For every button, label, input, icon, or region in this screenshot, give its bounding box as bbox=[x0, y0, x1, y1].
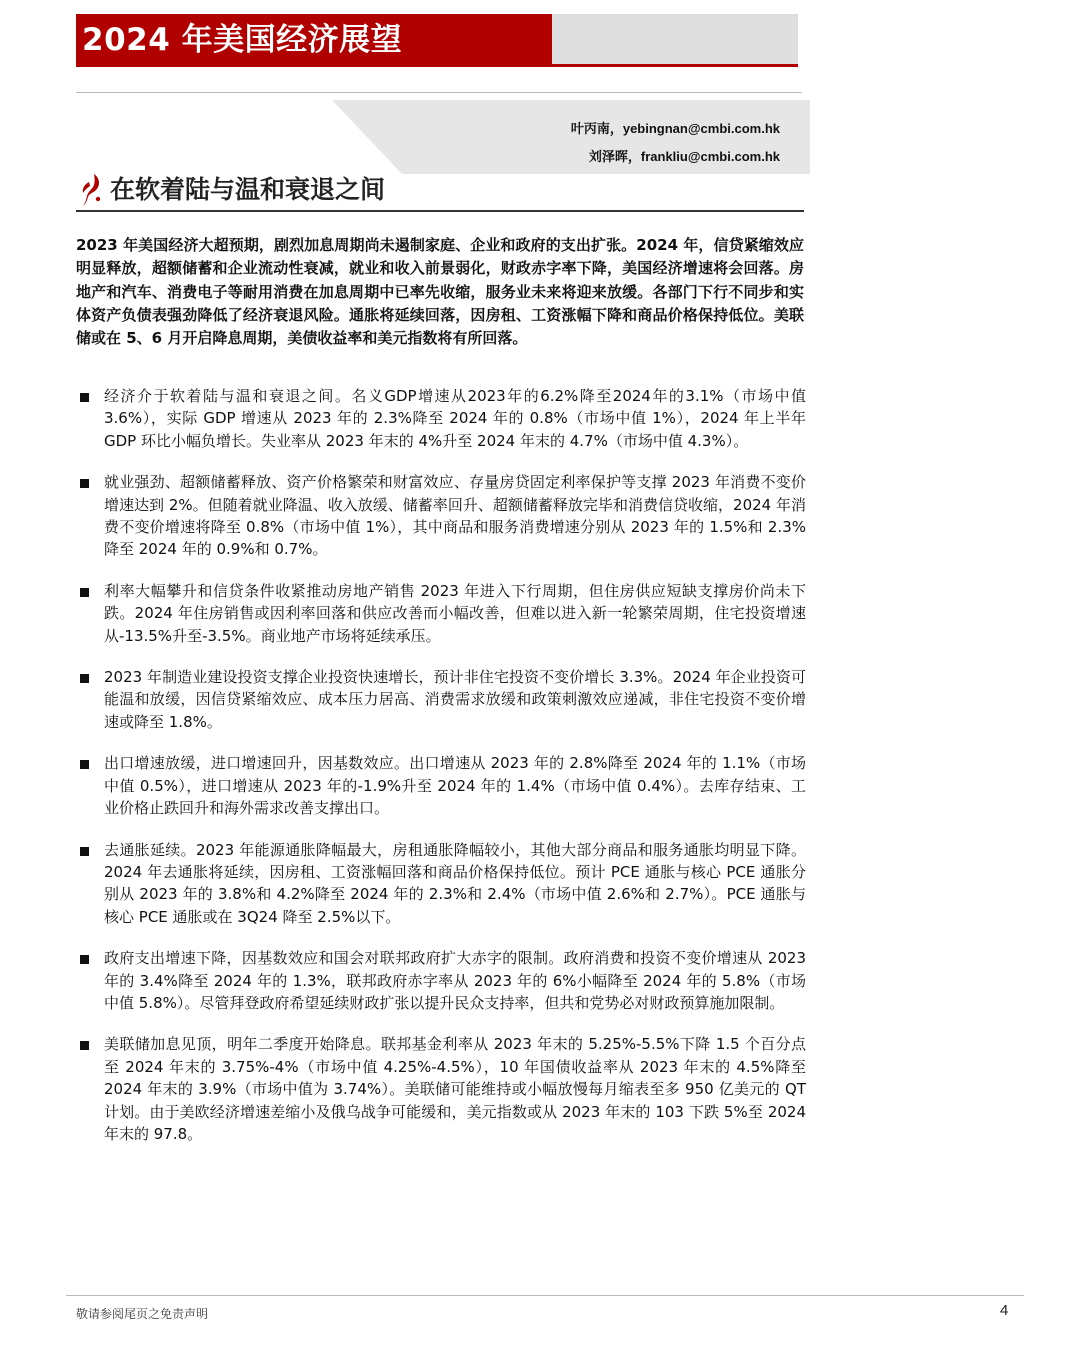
bullet-text: 就业强劲、超额储蓄释放、资产价格繁荣和财富效应、存量房贷固定利率保护等支撑 2023 年消费不变价增速达到 2%。但随着就业降温、收入放缓、储蓄率回升、超额储蓄释放完毕和消费信贷收缩，2024 年消费不变价增速将降至 0.8%（市场中值 1%），其中商品和服务消费增速分别从 2023 年的 1.5%和 2.3%降至 2024 年的 0.9%和 0.7%。 bbox=[104, 473, 806, 559]
header-banner-underline bbox=[76, 64, 798, 67]
page-number: 4 bbox=[1000, 1302, 1009, 1319]
list-item bbox=[76, 666, 806, 733]
list-item bbox=[76, 839, 806, 929]
footer-divider bbox=[66, 1295, 1024, 1296]
list-item bbox=[76, 947, 806, 1014]
disclaimer-note: 敬请参阅尾页之免责声明 bbox=[76, 1307, 209, 1321]
bullet-text: 政府支出增速下降，因基数效应和国会对联邦政府扩大赤字的限制。政府消费和投资不变价增速从 2023 年的 3.4%降至 2024 年的 1.3%，联邦政府赤字率从 2023 年的 6%小幅降至 2024 年的 5.8%（市场中值 5.8%）。尽管拜登政府希望延续财政扩张以提升民众支持率，但共和党势必对财政预算施加限制。 bbox=[104, 949, 806, 1012]
key-points-list bbox=[76, 385, 806, 1145]
section-title: 在软着陆与温和衰退之间 bbox=[110, 175, 386, 204]
square-bullet-icon bbox=[80, 955, 89, 964]
bullet-text: 利率大幅攀升和信贷条件收紧推动房地产销售 2023 年进入下行周期，但住房供应短缺支撑房价尚未下跌。2024 年住房销售或因利率回落和供应改善而小幅改善，但难以进入新一轮繁荣周期，住宅投资增速从-13.5%升至-3.5%。商业地产市场将延续承压。 bbox=[104, 581, 806, 645]
square-bullet-icon bbox=[80, 479, 89, 488]
brush-leaf-icon bbox=[78, 172, 104, 208]
list-item bbox=[76, 471, 806, 561]
list-item bbox=[76, 1033, 806, 1145]
bullet-text: 去通胀延续。2023 年能源通胀降幅最大，房租通胀降幅较小，其他大部分商品和服务通胀均明显下降。2024 年去通胀将延续，因房租、工资涨幅回落和商品价格保持低位。预计 PCE 通胀与核心 PCE 通胀分别从 2023 年的 3.8%和 4.2%降至 2024 年的 2.3%和 2.4%（市场中值 2.6%和 2.7%）。PCE 通胀与核心 PCE 通胀或在 3Q24 降至 2.5%以下。 bbox=[104, 840, 806, 926]
list-item bbox=[76, 580, 806, 647]
square-bullet-icon bbox=[80, 674, 89, 683]
square-bullet-icon bbox=[80, 1041, 89, 1050]
report-title: 2024 年美国经济展望 bbox=[82, 22, 403, 58]
header-banner bbox=[76, 14, 798, 66]
bullet-text: 2023 年制造业建设投资支撑企业投资快速增长，预计非住宅投资不变价增长 3.3%。2024 年企业投资可能温和放缓，因信贷紧缩效应、成本压力居高、消费需求放缓和政策刺激效应递减，非住宅投资不变价增速或降至 1.8%。 bbox=[104, 668, 806, 731]
author-frankliu: 刘泽晖，frankliu@cmbi.com.hk bbox=[588, 149, 780, 164]
bullet-text: 出口增速放缓，进口增速回升，因基数效应。出口增速从 2023 年的 2.8%降至 2024 年的 1.1%（市场中值 0.5%），进口增速从 2023 年的-1.9%升至 2024 年的 1.4%（市场中值 0.4%）。去库存结束、工业价格止跌回升和海外需求改善支撑出口。 bbox=[104, 754, 806, 818]
square-bullet-icon bbox=[80, 847, 89, 856]
header-banner-grey-block bbox=[552, 14, 798, 66]
section-divider bbox=[76, 210, 804, 212]
summary-paragraph: 2023 年美国经济大超预期，剧烈加息周期尚未遏制家庭、企业和政府的支出扩张。2024 年，信贷紧缩效应明显释放，超额储蓄和企业流动性衰减，就业和收入前景弱化，财政赤字率下降，美国经济增速将会回落。房地产和汽车、消费电子等耐用消费在加息周期中已率先收缩，服务业未来将迎来放缓。各部门下行不同步和实体资产负债表强劲降低了经济衰退风险。通胀将延续回落，因房租、工资涨幅下降和商品价格保持低位。美联储或在 5、6 月开启降息周期，美债收益率和美元指数将有所回落。 bbox=[76, 236, 804, 348]
header-divider bbox=[76, 92, 802, 93]
author-panel bbox=[332, 100, 810, 174]
bullet-text: 经济介于软着陆与温和衰退之间。名义GDP增速从2023年的6.2%降至2024年的3.1%（市场中值 3.6%），实际 GDP 增速从 2023 年的 2.3%降至 2024 年的 0.8%（市场中值 1%），2024 年上半年 GDP 环比小幅负增长。失业率从 2023 年末的 4%升至 2024 年末的 4.7%（市场中值 4.3%）。 bbox=[104, 387, 806, 450]
list-item bbox=[76, 385, 806, 452]
author-yebingnan: 叶丙南，yebingnan@cmbi.com.hk bbox=[570, 121, 780, 136]
bullet-text: 美联储加息见顶，明年二季度开始降息。联邦基金利率从 2023 年末的 5.25%-5.5%下降 1.5 个百分点至 2024 年末的 3.75%-4%（市场中值 4.25%-4.5%），10 年国债收益率从 2023 年末的 4.5%降至 2024 年末的 3.9%（市场中值为 3.74%）。美联储可能维持或小幅放慢每月缩表至多 950 亿美元的 QT 计划。由于美欧经济增速差缩小及俄乌战争可能缓和，美元指数或从 2023 年末的 103 下跌 5%至 2024 年末的 97.8。 bbox=[104, 1035, 806, 1143]
list-item bbox=[76, 752, 806, 819]
section-heading bbox=[76, 170, 806, 216]
square-bullet-icon bbox=[80, 760, 89, 769]
square-bullet-icon bbox=[80, 393, 89, 402]
square-bullet-icon bbox=[80, 588, 89, 597]
